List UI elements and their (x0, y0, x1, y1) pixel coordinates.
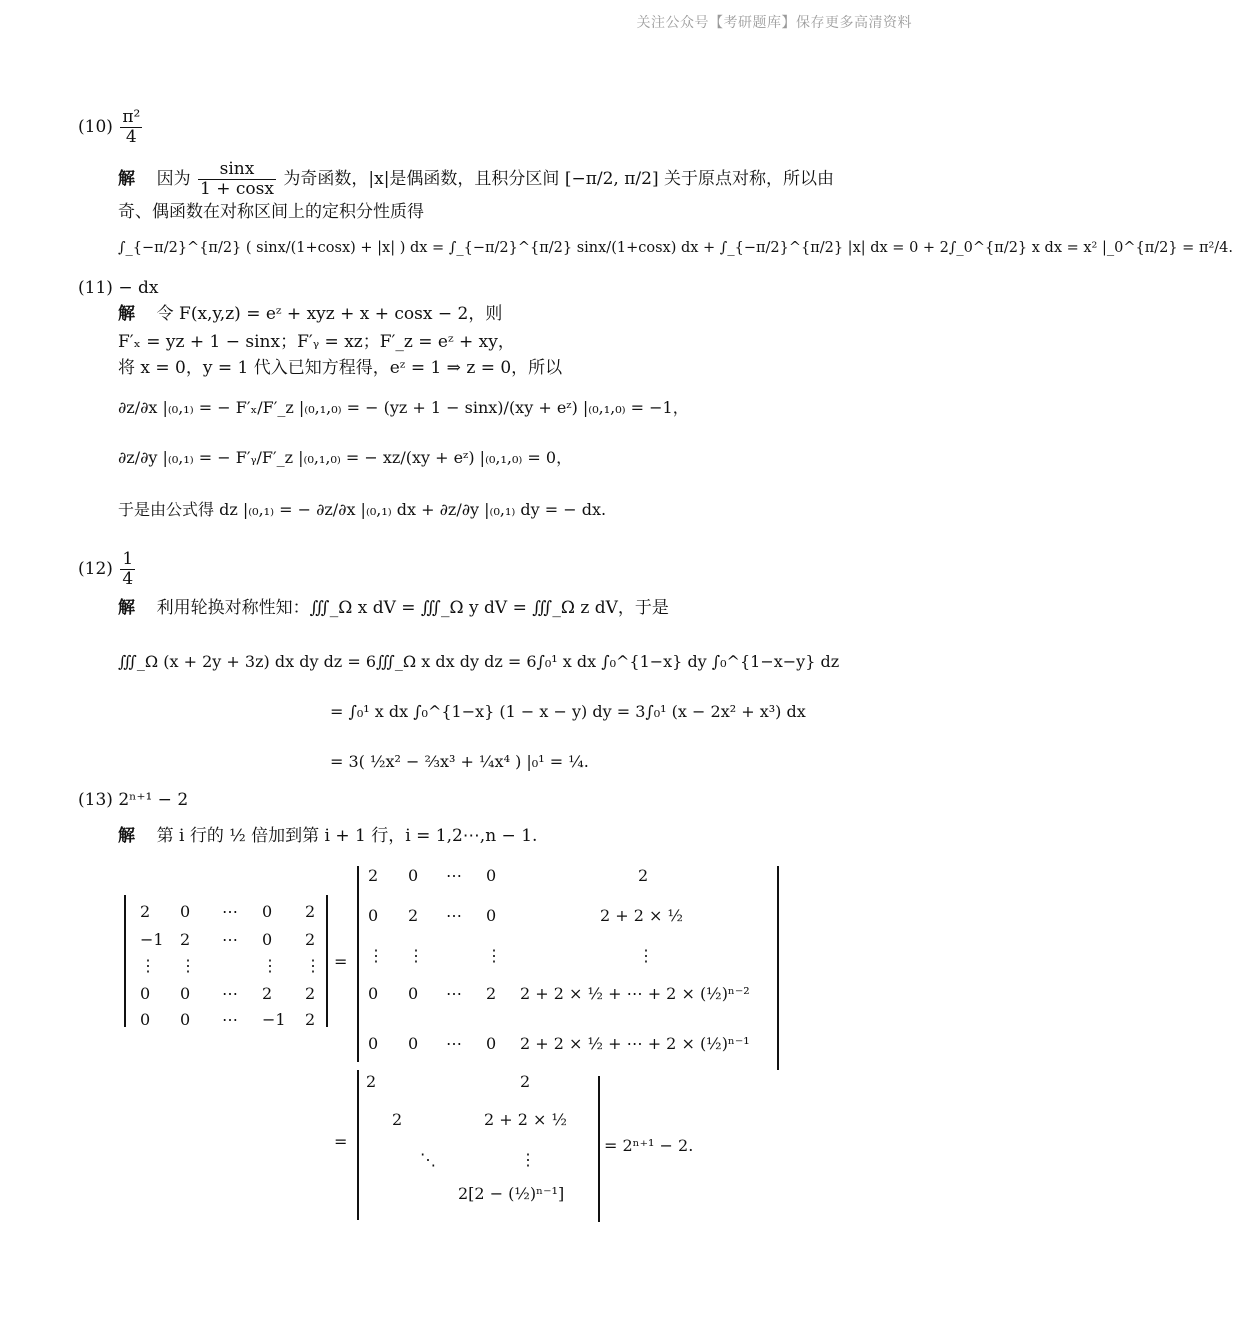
matrix-cell: 2 (180, 930, 191, 949)
matrix-cell: ⋯ (446, 906, 462, 925)
determinant-bar (598, 1076, 600, 1222)
answer: 2ⁿ⁺¹ − 2 (118, 790, 189, 810)
problem-12-line4: = 3( ½x² − ⅔x³ + ¼x⁴ ) |₀¹ = ¼. (330, 752, 589, 771)
matrix-cell: ⋮ (638, 946, 654, 965)
matrix-cell: 0 (180, 984, 191, 1003)
matrix-cell: ⋮ (368, 946, 384, 965)
problem-number: (12) (78, 559, 113, 579)
matrix-cell: ⋯ (446, 1034, 462, 1053)
matrix-cell: ⋯ (222, 1010, 238, 1029)
solution-label: 解 (118, 304, 135, 324)
matrix-cell: 0 (140, 1010, 151, 1029)
matrix-cell: 0 (486, 1034, 497, 1053)
fraction-denominator: 4 (125, 127, 137, 147)
problem-11-line4: ∂z/∂x |₍₀,₁₎ = − F′ₓ/F′_z |₍₀,₁,₀₎ = − (yz + 1 − sinx)/(xy + eᶻ) |₍₀,₁,₀₎ = −1， (118, 398, 689, 417)
determinant-bar (777, 866, 779, 1070)
matrix-cell: 2 (408, 906, 419, 925)
matrix-cell: −1 (140, 930, 164, 949)
matrix-cell: 2 (305, 1010, 316, 1029)
watermark: 关注公众号【考研题库】保存更多高清资料 (636, 15, 912, 31)
interval: [−π/2, π/2] (564, 169, 659, 189)
matrix-cell: 2 (262, 984, 273, 1003)
matrix-cell: ⋮ (486, 946, 502, 965)
matrix-cell: ⋮ (520, 1150, 536, 1169)
matrix-cell: 2[2 − (½)ⁿ⁻¹] (458, 1184, 565, 1203)
problem-11-answer (78, 278, 158, 298)
matrix-cell: 0 (262, 902, 273, 921)
matrix-cell: ⋮ (408, 946, 424, 965)
problem-11-line1 (118, 304, 502, 324)
determinant-result: = 2ⁿ⁺¹ − 2. (604, 1136, 694, 1155)
matrix-cell: 2 (305, 902, 316, 921)
problem-10-solution-line1 (118, 160, 834, 199)
matrix-cell: 2 (305, 984, 316, 1003)
problem-11-line6: 于是由公式得 dz |₍₀,₁₎ = − ∂z/∂x |₍₀,₁₎ dx + ∂z/∂y |₍₀,₁₎ dy = − dx. (118, 500, 607, 519)
matrix-cell: 0 (262, 930, 273, 949)
matrix-cell: 2 (638, 866, 649, 885)
matrix-cell: −1 (262, 1010, 286, 1029)
matrix-cell: 2 (366, 1072, 377, 1091)
text: 关于原点对称，所以由 (663, 169, 834, 189)
text: 第 i 行的 ½ 倍加到第 i + 1 行，i = 1,2⋯,n − 1. (156, 826, 538, 846)
problem-12-answer (78, 550, 137, 589)
matrix-cell: 0 (140, 984, 151, 1003)
text: 令 F(x,y,z) = eᶻ + xyz + x + cosx − 2，则 (156, 304, 503, 324)
matrix-cell: ⋯ (446, 984, 462, 1003)
determinant-bar (357, 1070, 359, 1220)
matrix-cell: 2 (520, 1072, 531, 1091)
matrix-cell: 0 (486, 906, 497, 925)
answer-fraction (120, 550, 135, 589)
matrix-cell: 2 (368, 866, 379, 885)
problem-13-answer (78, 790, 188, 810)
determinant-bar (357, 866, 359, 1062)
matrix-cell: 2 + 2 × ½ (600, 906, 684, 925)
matrix-cell: 2 (392, 1110, 403, 1129)
problem-12-line3: = ∫₀¹ x dx ∫₀^{1−x} (1 − x − y) dy = 3∫₀¹ (x − 2x² + x³) dx (330, 702, 806, 721)
problem-11-line5: ∂z/∂y |₍₀,₁₎ = − F′ᵧ/F′_z |₍₀,₁,₀₎ = − xz/(xy + eᶻ) |₍₀,₁,₀₎ = 0， (118, 448, 573, 467)
problem-12-line2: ∭_Ω (x + 2y + 3z) dx dy dz = 6∭_Ω x dx dy dz = 6∫₀¹ x dx ∫₀^{1−x} dy ∫₀^{1−x−y} dz (118, 652, 840, 671)
problem-12-line1 (118, 598, 669, 618)
matrix-cell: 2 + 2 × ½ (484, 1110, 568, 1129)
text: 因为 (156, 169, 191, 189)
matrix-cell: 2 (486, 984, 497, 1003)
text: 利用轮换对称性知：∭_Ω x dV = ∭_Ω y dV = ∭_Ω z dV，于是 (156, 598, 669, 618)
problem-number: (10) (78, 117, 113, 137)
determinant-bar (124, 895, 126, 1027)
problem-number: (11) (78, 278, 113, 298)
matrix-cell: ⋯ (222, 930, 238, 949)
fraction-numerator: π² (122, 107, 141, 127)
matrix-cell: ⋱ (420, 1150, 436, 1169)
problem-13-line1 (118, 826, 537, 846)
problem-10-solution-line2: 奇、偶函数在对称区间上的定积分性质得 (118, 202, 424, 222)
problem-10-equation: ∫_{−π/2}^{π/2} ( sinx/(1+cosx) + |x| ) dx = ∫_{−π/2}^{π/2} sinx/(1+cosx) dx + ∫_{−π/2}^{π/2} |x| dx = 0 + 2∫_0^{π/2} x dx = x² |_0^{π/2} = π²/4. (118, 240, 1233, 256)
matrix-cell: 0 (408, 984, 419, 1003)
solution-label: 解 (118, 826, 135, 846)
fraction-denominator: 4 (122, 569, 134, 589)
matrix-cell: 0 (368, 1034, 379, 1053)
matrix-cell: ⋯ (446, 866, 462, 885)
matrix-cell: ⋮ (305, 956, 321, 975)
determinant-bar (326, 895, 328, 1027)
matrix-cell: 0 (180, 902, 191, 921)
problem-11-line2: F′ₓ = yz + 1 − sinx；F′ᵧ = xz；F′_z = eᶻ + xy， (118, 332, 515, 352)
equals-sign: = (334, 1132, 348, 1151)
matrix-cell: 2 (140, 902, 151, 921)
fraction-numerator: 1 (122, 549, 134, 569)
matrix-cell: 2 (305, 930, 316, 949)
text: 为奇函数，|x|是偶函数，且积分区间 (283, 169, 560, 189)
equals-sign: = (334, 952, 348, 971)
matrix-cell: 2 + 2 × ½ + ⋯ + 2 × (½)ⁿ⁻² (520, 984, 750, 1003)
problem-10-answer (78, 108, 144, 147)
matrix-cell: ⋯ (222, 984, 238, 1003)
problem-11-line3: 将 x = 0，y = 1 代入已知方程得，eᶻ = 1 ⇒ z = 0，所以 (118, 358, 563, 378)
matrix-cell: 0 (368, 984, 379, 1003)
matrix-cell: 0 (368, 906, 379, 925)
matrix-cell: ⋮ (180, 956, 196, 975)
matrix-cell: 0 (180, 1010, 191, 1029)
matrix-cell: ⋮ (140, 956, 156, 975)
answer: − dx (118, 278, 159, 298)
matrix-cell: ⋮ (262, 956, 278, 975)
matrix-cell: 0 (486, 866, 497, 885)
solution-label: 解 (118, 169, 135, 189)
matrix-cell: ⋯ (222, 902, 238, 921)
fraction-numerator: sinx (198, 160, 276, 180)
answer-fraction (120, 108, 142, 147)
matrix-cell: 0 (408, 866, 419, 885)
matrix-cell: 0 (408, 1034, 419, 1053)
solution-label: 解 (118, 598, 135, 618)
problem-number: (13) (78, 790, 113, 810)
fraction-denominator: 1 + cosx (200, 179, 274, 199)
sin-over-cos-fraction (198, 160, 276, 199)
matrix-cell: 2 + 2 × ½ + ⋯ + 2 × (½)ⁿ⁻¹ (520, 1034, 750, 1053)
